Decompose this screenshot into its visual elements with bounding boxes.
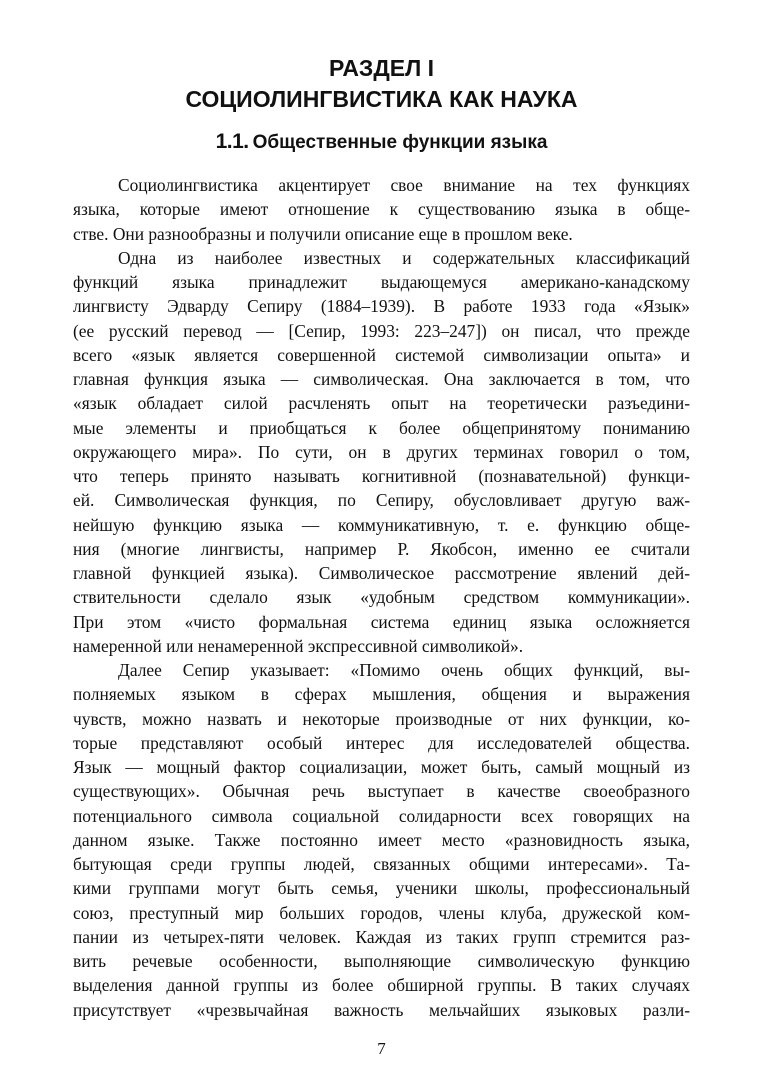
body-text xyxy=(73,173,690,1022)
text-line: (ее русский перевод — [Сепир, 1993: 223–247]) он писал, что прежде xyxy=(73,320,690,341)
text-line: что теперь принято называть когнитивной (познавательной) функци- xyxy=(73,466,690,486)
section-title: СОЦИОЛИНГВИСТИКА КАК НАУКА xyxy=(185,86,578,112)
text-line: главная функция языка — символическая. Она заключается в том, что xyxy=(73,369,690,389)
section-label: РАЗДЕЛ I xyxy=(329,55,434,81)
text-line: функций языка принадлежит выдающемуся американо-канадскому xyxy=(73,272,690,292)
text-line: окружающего мира». По сути, он в других терминах говорил о том, xyxy=(73,441,690,462)
text-line: намеренной или ненамеренной экспрессивной символикой». xyxy=(73,635,524,656)
text-line: ния (многие лингвисты, например Р. Якобсон, именно ее считали xyxy=(73,538,690,559)
text-line: «язык обладает силой расчленять опыт на теоретически разъедини- xyxy=(73,393,690,414)
text-line: присутствует «чрезвычайная важность мельчайших языковых разли- xyxy=(73,999,690,1020)
text-line: Далее Сепир указывает: «Помимо очень общих функций, вы- xyxy=(118,660,690,680)
text-line: При этом «чисто формальная система единиц языка осложняется xyxy=(73,611,690,632)
subsection-number: 1.1. xyxy=(215,130,249,153)
text-line: бытующая среди группы людей, связанных общими интересами». Та- xyxy=(73,854,690,874)
text-line: стве. Они разнообразны и получили описание еще в прошлом веке. xyxy=(73,223,573,244)
text-line: лингвисту Эдварду Сепиру (1884–1939). В работе 1933 года «Язык» xyxy=(73,296,690,317)
text-line: главной функцией языка). Символическое рассмотрение явлений дей- xyxy=(73,563,690,583)
text-line: языка, которые имеют отношение к существованию языка в обще- xyxy=(73,199,690,220)
text-line: союз, преступный мир больших городов, члены клуба, дружеской ком- xyxy=(73,902,690,923)
text-line: потенциального символа социальной солидарности всех говорящих на xyxy=(73,805,690,826)
text-line: ей. Символическая функция, по Сепиру, обусловливает другую важ- xyxy=(73,490,690,511)
text-line: существующих». Обычная речь выступает в качестве своеобразного xyxy=(73,781,690,802)
text-line: чувств, можно назвать и некоторые производные от них функции, ко- xyxy=(73,708,690,729)
subsection-heading xyxy=(0,128,763,157)
text-line: кими группами могут быть семья, ученики школы, профессиональный xyxy=(73,878,690,899)
text-line: торые представляют особый интерес для исследователей общества. xyxy=(73,732,690,753)
text-line: полняемых языком в сферах мышления, общения и выражения xyxy=(73,684,690,705)
text-line: выделения данной группы из более обширной группы. В таких случаях xyxy=(73,975,690,996)
text-line: ствительности сделало язык «удобным средством коммуникации». xyxy=(73,587,690,608)
text-line: Язык — мощный фактор социализации, может быть, самый мощный из xyxy=(73,757,690,777)
page-number: 7 xyxy=(377,1039,386,1058)
text-line: данном языке. Также постоянно имеет место «разновидность языка, xyxy=(73,829,690,850)
text-line: нейшую функцию языка — коммуникативную, т. е. функцию обще- xyxy=(73,514,690,535)
subsection-title: Общественные функции языка xyxy=(252,132,548,153)
text-line: Одна из наиболее известных и содержательных классификаций xyxy=(118,247,690,268)
text-line: всего «язык является совершенной системой символизации опыта» и xyxy=(73,344,690,365)
text-line: Социолингвистика акцентирует свое внимание на тех функциях xyxy=(118,175,690,195)
text-line: вить речевые особенности, выполняющие символическую функцию xyxy=(73,951,690,971)
text-line: мые элементы и приобщаться к более общепринятому пониманию xyxy=(73,417,690,438)
text-line: пании из четырех-пяти человек. Каждая из таких групп стремится раз- xyxy=(73,926,690,947)
